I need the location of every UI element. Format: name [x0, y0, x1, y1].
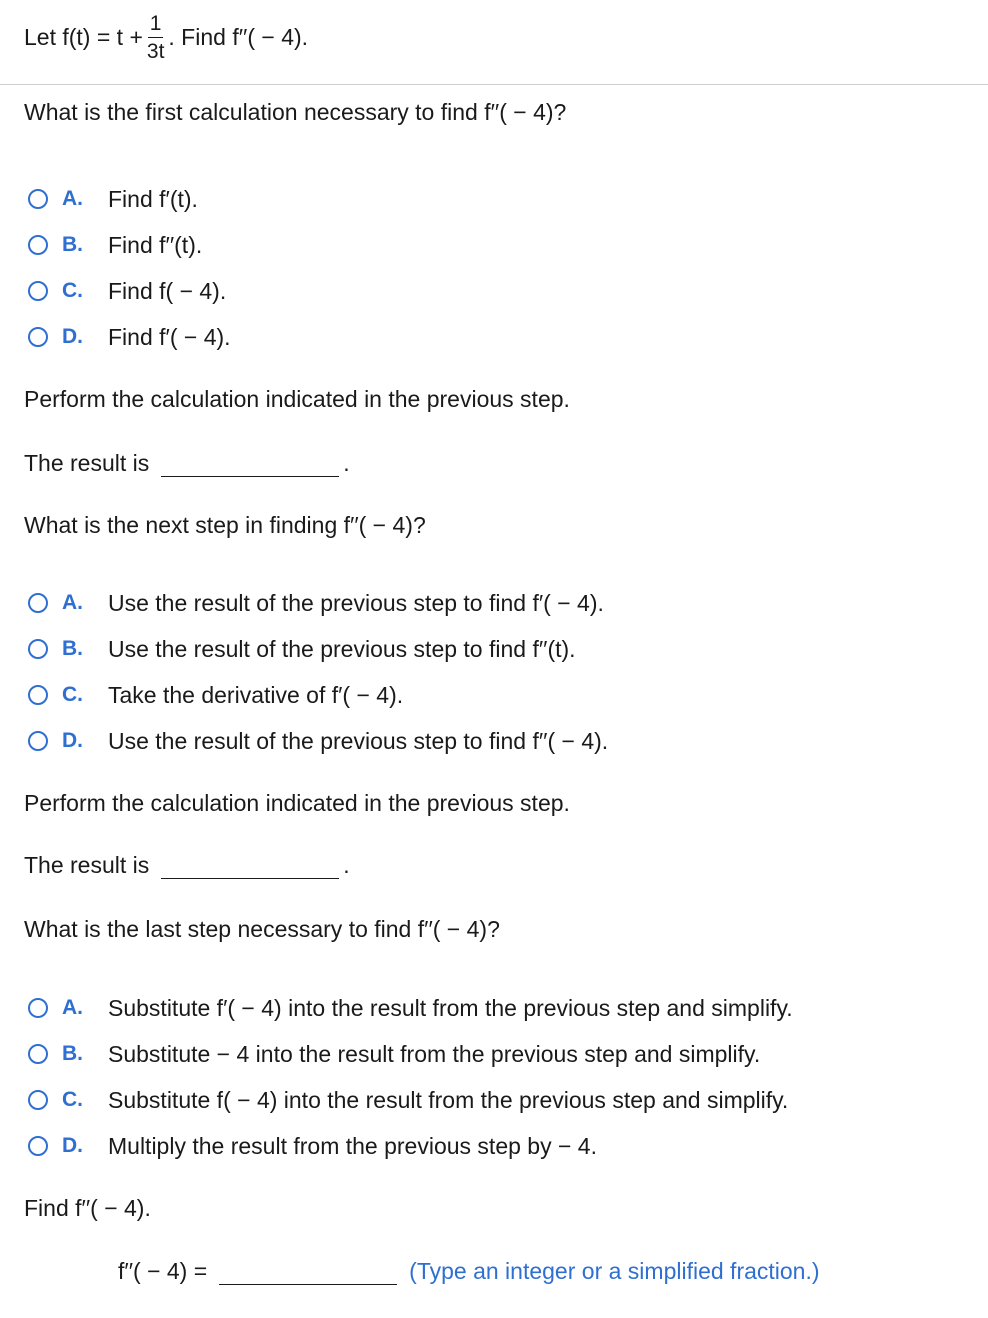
option-3c[interactable]: [28, 1085, 788, 1115]
radio-button[interactable]: [28, 1044, 48, 1064]
question-1: What is the first calculation necessary to find f′′( − 4)?: [24, 99, 567, 125]
option-1a[interactable]: [28, 184, 198, 214]
question-3: What is the last step necessary to find f′′( − 4)?: [24, 916, 500, 942]
radio-button[interactable]: [28, 1090, 48, 1110]
option-letter: A.: [62, 591, 83, 614]
result-label: The result is: [24, 852, 150, 878]
option-2c[interactable]: [28, 680, 403, 710]
option-1b[interactable]: [28, 230, 202, 260]
option-letter: D.: [62, 1134, 83, 1157]
radio-button[interactable]: [28, 1136, 48, 1156]
option-text: Use the result of the previous step to find f′′(t).: [108, 635, 576, 662]
option-3b[interactable]: [28, 1039, 760, 1069]
option-text: Multiply the result from the previous step by − 4.: [108, 1132, 597, 1159]
result-row-1: [24, 450, 350, 477]
option-2b[interactable]: [28, 634, 576, 664]
option-letter: B.: [62, 233, 83, 256]
header-divider: [0, 84, 988, 85]
option-1d[interactable]: [28, 322, 231, 352]
option-letter: B.: [62, 637, 83, 660]
perform-instruction-1: Perform the calculation indicated in the previous step.: [24, 386, 570, 412]
option-text: Find f′( − 4).: [108, 323, 231, 350]
option-text: Use the result of the previous step to find f′( − 4).: [108, 589, 604, 616]
answer-format-hint: (Type an integer or a simplified fraction.): [409, 1258, 820, 1284]
option-text: Use the result of the previous step to find f′′( − 4).: [108, 727, 609, 754]
radio-button[interactable]: [28, 189, 48, 209]
option-text: Substitute f′( − 4) into the result from the previous step and simplify.: [108, 994, 793, 1021]
problem-suffix: . Find f′′( − 4).: [168, 23, 309, 50]
option-letter: B.: [62, 1042, 83, 1065]
option-text: Take the derivative of f′( − 4).: [108, 681, 404, 708]
option-letter: D.: [62, 325, 83, 348]
option-text: Substitute − 4 into the result from the previous step and simplify.: [108, 1040, 761, 1067]
radio-button[interactable]: [28, 235, 48, 255]
radio-button[interactable]: [28, 685, 48, 705]
problem-prefix: Let f(t) = t +: [24, 23, 143, 50]
final-answer-input[interactable]: [219, 1258, 397, 1285]
radio-button[interactable]: [28, 281, 48, 301]
final-lhs: f′′( − 4) =: [118, 1258, 208, 1284]
option-letter: C.: [62, 279, 83, 302]
option-letter: A.: [62, 187, 83, 210]
option-3a[interactable]: [28, 993, 793, 1023]
final-answer-row: [118, 1258, 820, 1285]
radio-button[interactable]: [28, 731, 48, 751]
option-text: Substitute f( − 4) into the result from the previous step and simplify.: [108, 1086, 789, 1113]
result-label: The result is: [24, 450, 150, 476]
fraction: [147, 13, 165, 62]
period: .: [343, 450, 350, 476]
option-1c[interactable]: [28, 276, 226, 306]
option-text: Find f′(t).: [108, 185, 198, 212]
radio-button[interactable]: [28, 327, 48, 347]
radio-button[interactable]: [28, 593, 48, 613]
option-letter: C.: [62, 683, 83, 706]
option-2d[interactable]: [28, 726, 608, 756]
perform-instruction-2: Perform the calculation indicated in the previous step.: [24, 790, 570, 816]
final-prompt: Find f′′( − 4).: [24, 1195, 151, 1221]
fraction-denominator: 3t: [146, 39, 165, 63]
option-2a[interactable]: [28, 588, 604, 618]
option-letter: D.: [62, 729, 83, 752]
period: .: [343, 852, 350, 878]
option-letter: A.: [62, 996, 83, 1019]
result-row-2: [24, 852, 350, 879]
radio-button[interactable]: [28, 639, 48, 659]
option-letter: C.: [62, 1088, 83, 1111]
fraction-numerator: 1: [148, 13, 164, 38]
option-text: Find f′′(t).: [108, 231, 203, 258]
radio-button[interactable]: [28, 998, 48, 1018]
option-text: Find f( − 4).: [108, 277, 227, 304]
result-input-1[interactable]: [161, 450, 339, 477]
problem-statement: [24, 4, 308, 70]
result-input-2[interactable]: [161, 852, 339, 879]
option-3d[interactable]: [28, 1131, 597, 1161]
question-2: What is the next step in finding f′′( − 4)?: [24, 512, 426, 538]
